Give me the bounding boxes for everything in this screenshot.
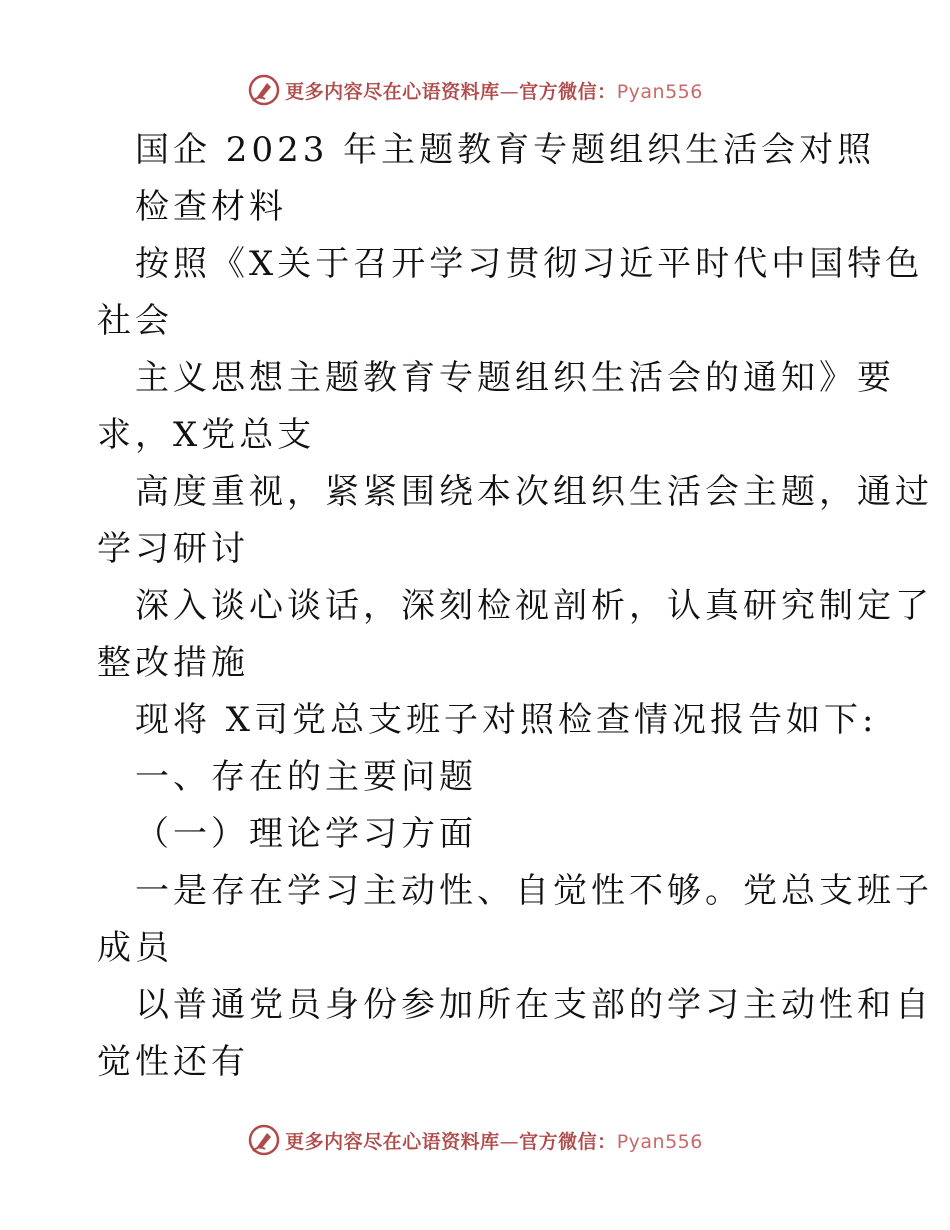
watermark-text <box>285 1127 703 1154</box>
watermark-wechat-label: 官方微信： <box>519 80 617 103</box>
watermark-wechat-id: Pyan556 <box>616 1130 703 1153</box>
watermark-banner-top <box>0 70 950 110</box>
watermark-dash: — <box>499 80 520 103</box>
watermark-wechat-label: 官方微信： <box>519 1130 617 1153</box>
watermark-text <box>285 77 703 104</box>
document-title-line-2: 检查材料 <box>135 187 287 227</box>
section-heading: 一、存在的主要问题 <box>135 757 477 797</box>
watermark-wechat-id: Pyan556 <box>616 80 703 103</box>
paragraph-line: 求，X党总支 <box>97 415 316 455</box>
paragraph-line: 整改措施 <box>97 643 249 683</box>
paragraph-line: 社会 <box>97 301 173 341</box>
paragraph-line: 觉性还有 <box>97 1042 249 1082</box>
paragraph-line: 成员 <box>97 928 173 968</box>
pen-nib-logo-icon <box>247 73 281 107</box>
watermark-banner-bottom <box>0 1120 950 1160</box>
paragraph-line: 高度重视，紧紧围绕本次组织生活会主题，通过 <box>135 472 933 512</box>
paragraph-line: 按照《X关于召开学习贯彻习近平时代中国特色 <box>135 244 924 284</box>
watermark-dash: — <box>499 1130 520 1153</box>
paragraph-line: 深入谈心谈话，深刻检视剖析，认真研究制定了 <box>135 586 933 626</box>
watermark-main-text: 更多内容尽在心语资料库 <box>285 1130 500 1153</box>
pen-nib-logo-icon <box>247 1123 281 1157</box>
subsection-heading: （一）理论学习方面 <box>135 814 477 854</box>
paragraph-line: 现将 X司党总支班子对照检查情况报告如下: <box>135 700 878 740</box>
paragraph-line: 学习研讨 <box>97 529 249 569</box>
paragraph-line: 主义思想主题教育专题组织生活会的通知》要 <box>135 358 895 398</box>
paragraph-line: 以普通党员身份参加所在支部的学习主动性和自 <box>135 985 933 1025</box>
document-title-line-1: 国企 2023 年主题教育专题组织生活会对照 <box>135 130 876 170</box>
watermark-main-text: 更多内容尽在心语资料库 <box>285 80 500 103</box>
paragraph-line: 一是存在学习主动性、自觉性不够。党总支班子 <box>135 871 933 911</box>
